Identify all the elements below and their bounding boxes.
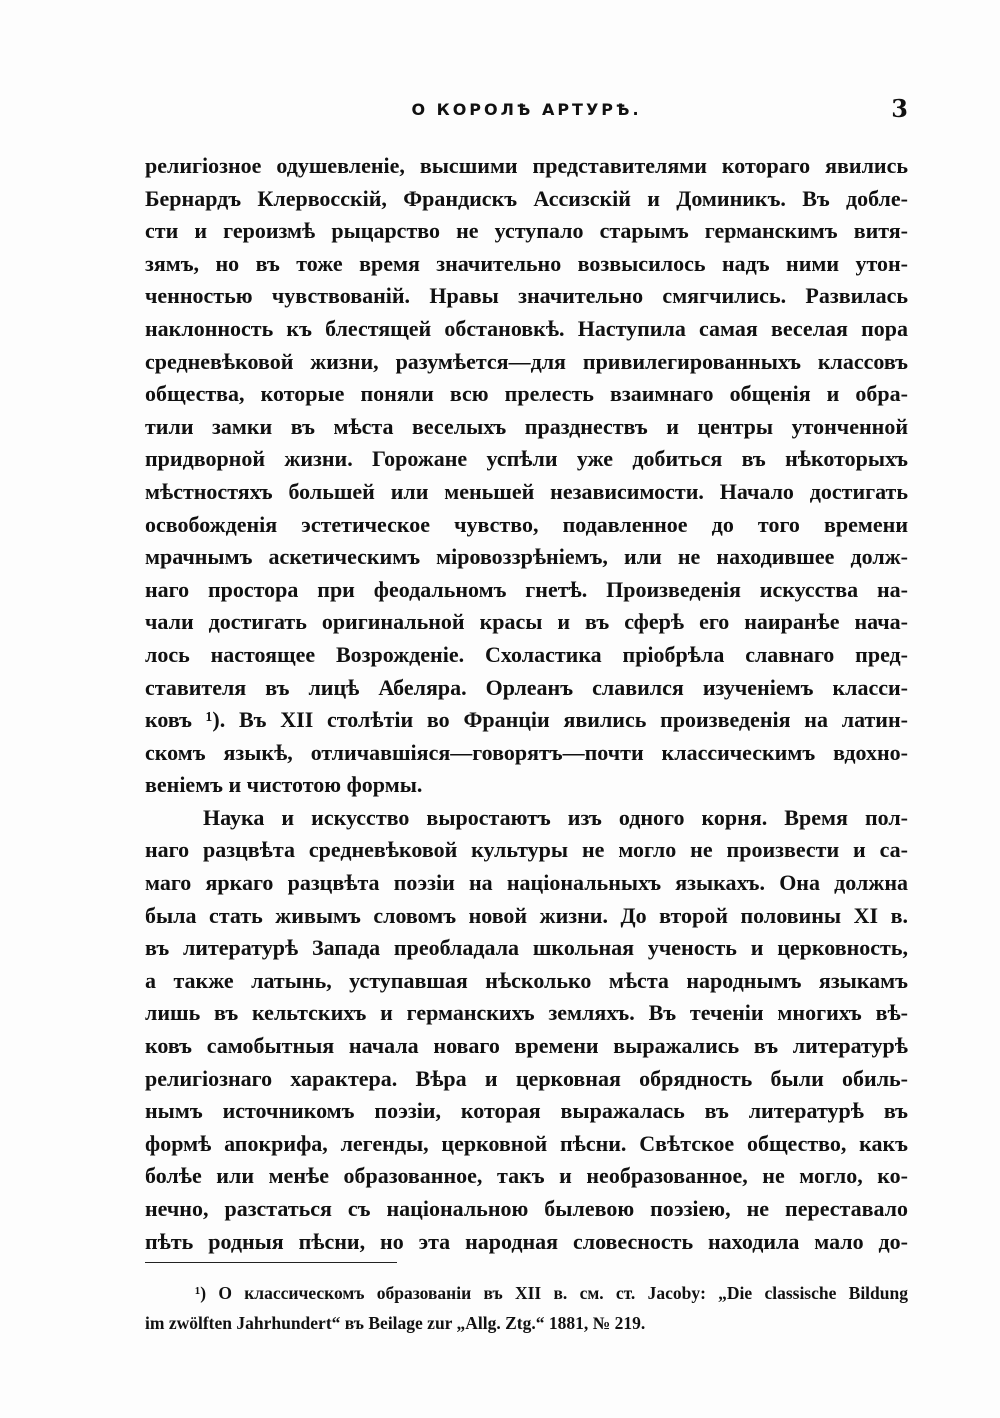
text-line: наклонность къ блестящей обстановкѣ. Наступила самая веселая пора [145, 315, 908, 341]
text-line: религіознаго характера. Вѣра и церковная обрядность были обиль- [145, 1065, 908, 1091]
text-line: мрачнымъ аскетическимъ міровоззрѣніемъ, или не находившее долж- [145, 544, 908, 570]
footnote-line: ¹) О классическомъ образованіи въ XII в. см. ст. Jacoby: „Die classische Bildung [195, 1283, 908, 1303]
footnote-line: im zwölften Jahrhundert“ въ Beilage zur „Allg. Ztg.“ 1881, № 219. [145, 1313, 646, 1333]
text-line: средневѣковой жизни, разумѣется—для привилегированныхъ классовъ [145, 348, 908, 374]
text-line: сти и героизмѣ рыцарство не уступало старымъ германскимъ витя- [145, 218, 908, 244]
paragraph-end-line: веніемъ и чистотою формы. [145, 772, 423, 798]
text-line: лось настоящее Возрожденіе. Схоластика пріобрѣла славнаго пред- [145, 641, 908, 667]
text-line: нымъ источникомъ поэзіи, которая выражалась въ литературѣ въ [145, 1098, 908, 1124]
text-line: мѣстностяхъ большей или меньшей независимости. Начало достигать [145, 478, 908, 504]
text-line: наго простора при феодальномъ гнетѣ. Произведенія искусства на- [145, 576, 908, 602]
text-line: лишь въ кельтскихъ и германскихъ земляхъ. Въ теченіи многихъ вѣ- [145, 1000, 908, 1026]
page-number: 3 [891, 94, 908, 123]
text-line: наго разцвѣта средневѣковой культуры не могло не произвести и са- [145, 837, 908, 863]
text-line: нечно, разстаться съ національною былевою поэзіею, не переставало [145, 1196, 908, 1221]
text-line: скомъ языкѣ, отличавшіяся—говорятъ—почти классическимъ вдохно- [145, 739, 908, 765]
text-line: освобожденія эстетическое чувство, подавленное до того времени [145, 511, 908, 537]
text-line: придворной жизни. Горожане успѣли уже добиться въ нѣкоторыхъ [145, 446, 908, 472]
text-line: общества, которые поняли всю прелесть взаимнаго общенія и обра- [145, 381, 908, 407]
text-line: чали достигать оригинальной красы и въ сферѣ его наиранѣе нача- [145, 609, 908, 635]
text-line: а также латынь, уступавшая нѣсколько мѣста народнымъ языкамъ [145, 967, 908, 993]
text-line: ставителя въ лицѣ Абеляра. Орлеанъ славился изученіемъ класси- [145, 674, 908, 700]
text-line: маго яркаго разцвѣта поэзіи на національныхъ языкахъ. Она должна [145, 870, 908, 896]
text-line: ковъ ¹). Въ XII столѣтіи во Франціи явились произведенія на латин- [145, 707, 908, 733]
text-line: въ литературѣ Запада преобладала школьная ученость и церковность, [145, 935, 908, 961]
text-line: пѣть родныя пѣсни, но эта народная словесность находила мало до- [145, 1228, 908, 1254]
text-line: формѣ апокрифа, легенды, церковной пѣсни. Свѣтское общество, какъ [145, 1130, 908, 1156]
footnote-divider [145, 1262, 397, 1263]
paragraph-start-line: Наука и искусство выростаютъ изъ одного корня. Время пол- [203, 804, 908, 830]
footnotes [145, 1278, 908, 1338]
text-line: ченностью чувствованій. Нравы значительно смягчились. Развилась [145, 283, 908, 309]
page-header [145, 92, 908, 132]
text-line: зямъ, но въ тоже время значительно возвысилось надъ ними утон- [145, 250, 908, 276]
text-line: тили замки въ мѣста веселыхъ празднествъ и центры утонченной [145, 413, 908, 439]
text-line: религіозное одушевленіе, высшими представителями котораго явились [145, 153, 908, 178]
text-line: Бернардъ Клервосскій, Франдискъ Ассизскій и Доминикъ. Въ добле- [145, 185, 908, 211]
text-line: была стать живымъ словомъ новой жизни. До второй половины XI в. [145, 902, 908, 928]
text-line: ковъ самобытныя начала новаго времени выражались въ литературѣ [145, 1033, 908, 1059]
running-title: О КОРОЛѢ АРТУРѢ. [411, 100, 642, 119]
text-line: болѣе или менѣе образованное, такъ и необразованное, не могло, ко- [145, 1163, 908, 1189]
main-text [145, 150, 908, 1258]
